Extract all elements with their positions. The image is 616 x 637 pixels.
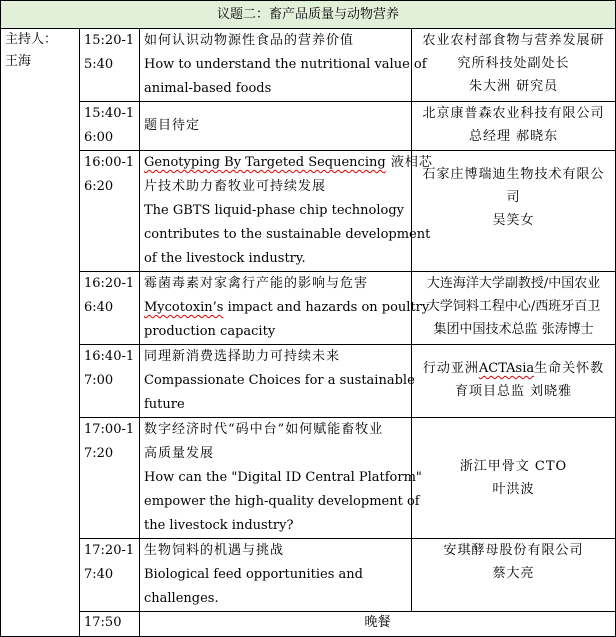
session-topic: 如何认识动物源性食品的营养价值 How to understand the nutritional value of animal-based foods [140,29,412,102]
session-time: 16:00-1 6:20 [80,151,140,272]
session-speaker: 大连海洋大学副教授/中国农业 大学饲料工程中心/西班牙百卫 集团中国技术总监 张涛博士 [412,272,616,345]
session-row-7 [1,539,616,612]
session-speaker: 浙江甲骨文 CTO 叶洪波 [412,418,616,539]
session-row-2 [1,102,616,151]
session-row-6 [1,418,616,539]
session-row-4 [1,272,616,345]
session-time: 16:20-1 6:40 [80,272,140,345]
host-label: 主持人： [5,32,58,47]
session-time: 15:40-1 6:00 [80,102,140,151]
session-time: 17:00-1 7:20 [80,418,140,539]
host-name: 王海 [5,54,32,69]
session-speaker: 农业农村部食物与营养发展研 究所科技处副处长 朱大洲 研究员 [412,29,616,102]
session-row-5 [1,345,616,418]
dinner-time: 17:50 [80,612,140,637]
session-title: 议题二：畜产品质量与动物营养 [1,1,616,29]
session-topic: 生物饲料的机遇与挑战 Biological feed opportunities and challenges. [140,539,412,612]
session-speaker: 北京康普森农业科技有限公司 总经理 郝晓东 [412,102,616,151]
session-topic: 数字经济时代“码中台”如何赋能畜牧业 高质量发展 How can the "Digital ID Central Platform" empower the high-quality development of the livestock industry? [140,418,412,539]
host-cell [1,29,80,637]
session-topic: 同理新消费选择助力可持续未来 Compassionate Choices for a sustainable future [140,345,412,418]
session-time: 17:20-1 7:40 [80,539,140,612]
session-speaker: 安琪酵母股份有限公司 蔡大亮 [412,539,616,612]
session-time: 16:40-1 7:00 [80,345,140,418]
dinner-label: 晚餐 [140,612,616,637]
session-row-1 [1,29,616,102]
session-topic: 题目待定 [140,102,412,151]
session-speaker: 行动亚洲ACTAsia生命关怀教 育项目总监 刘晓雅 [412,345,616,418]
session-row-3 [1,151,616,272]
session-time: 15:20-1 5:40 [80,29,140,102]
session-topic: Genotyping By Targeted Sequencing 液相芯 片技术助力畜牧业可持续发展 The GBTS liquid-phase chip technology contributes to the sustainable development of the livestock industry. [140,151,412,272]
dinner-row [1,612,616,637]
header-row [1,1,616,29]
session-topic: 霉菌毒素对家禽行产能的影响与危害 Mycotoxin’s impact and hazards on poultry production capacity [140,272,412,345]
session-speaker: 石家庄博瑞迪生物技术有限公 司 吴笑女 [412,151,616,272]
